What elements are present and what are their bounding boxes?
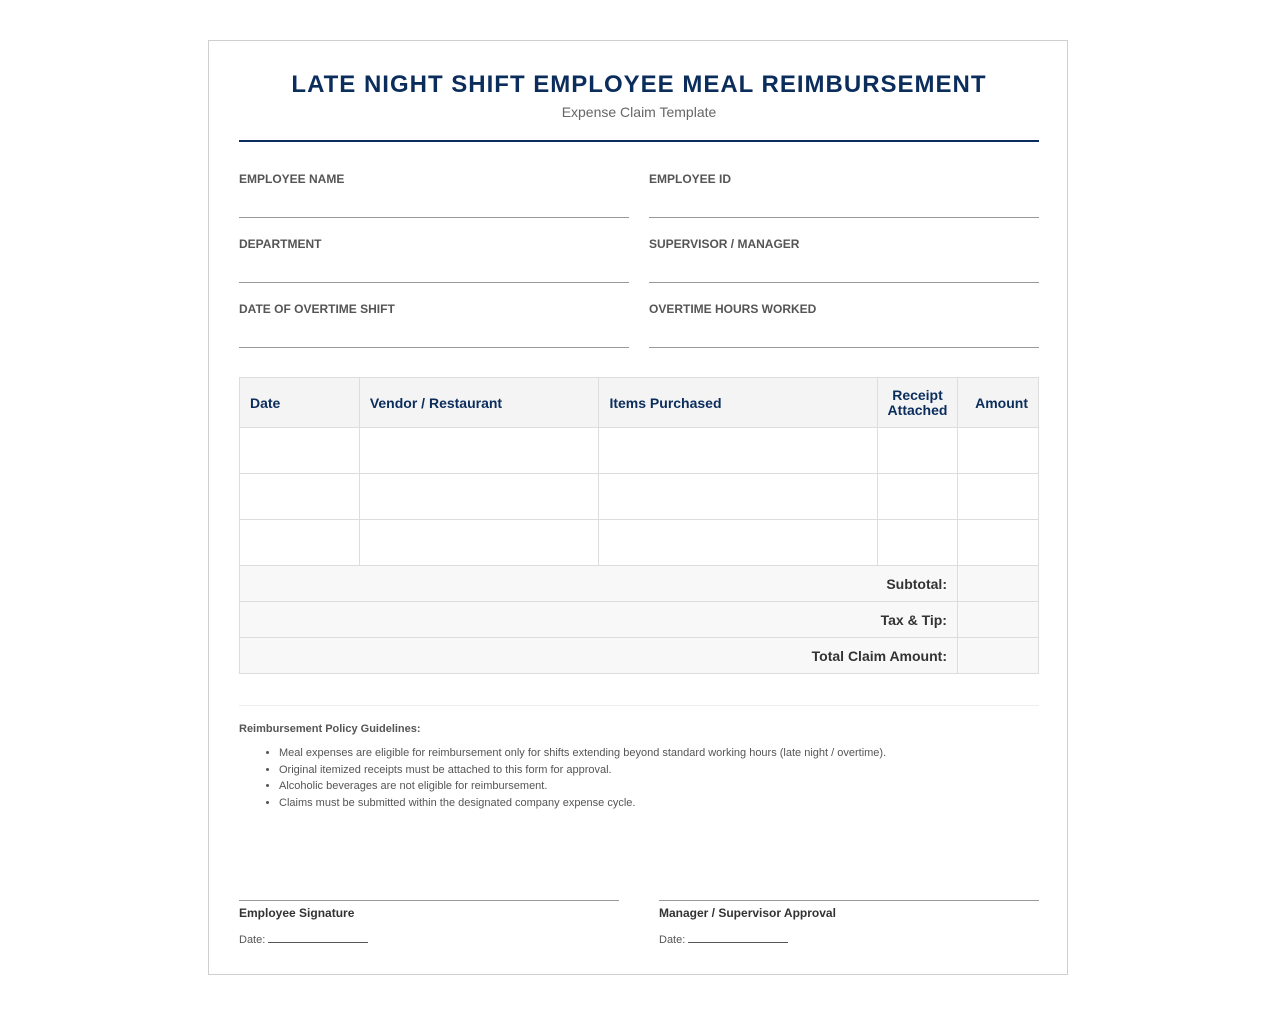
list-item: • Claims must be submitted within the designated company expense cycle. (279, 795, 886, 812)
employee-id-field[interactable] (649, 172, 1039, 218)
supervisor-field[interactable] (649, 237, 1039, 283)
subtotal-row (240, 566, 1039, 602)
policy-divider (239, 705, 1039, 706)
policy-title: Reimbursement Policy Guidelines: (239, 723, 421, 735)
form-subtitle: Expense Claim Template (561, 104, 717, 120)
policy-list (239, 745, 886, 811)
table-row (240, 474, 1039, 520)
header-date: Date (240, 378, 360, 428)
employee-signature-date (239, 933, 619, 946)
employee-signature-label: Employee Signature (239, 906, 355, 920)
field-label: DEPARTMENT (239, 237, 322, 251)
cell-amount[interactable] (957, 474, 1038, 520)
cell-items[interactable] (599, 474, 878, 520)
cell-vendor[interactable] (359, 520, 599, 566)
list-item: • Original itemized receipts must be attached to this form for approval. (279, 762, 886, 779)
cell-receipt[interactable] (878, 428, 958, 474)
overtime-date-field[interactable] (239, 302, 629, 348)
total-label: Total Claim Amount: (240, 638, 958, 674)
subtotal-value[interactable] (957, 566, 1038, 602)
cell-date[interactable] (240, 428, 360, 474)
cell-date[interactable] (240, 520, 360, 566)
total-value[interactable] (957, 638, 1038, 674)
manager-signature-line[interactable] (659, 900, 1039, 901)
date-blank[interactable] (688, 933, 788, 943)
header-vendor: Vendor / Restaurant (359, 378, 599, 428)
cell-items[interactable] (599, 428, 878, 474)
date-label: Date: (659, 934, 686, 946)
table-row (240, 428, 1039, 474)
header-divider (239, 140, 1039, 142)
date-blank[interactable] (268, 933, 368, 943)
manager-approval-date (659, 933, 1039, 946)
subtotal-label: Subtotal: (240, 566, 958, 602)
date-label: Date: (239, 934, 266, 946)
department-field[interactable] (239, 237, 629, 283)
field-label: DATE OF OVERTIME SHIFT (239, 302, 395, 316)
expense-table (239, 377, 1039, 674)
field-label: OVERTIME HOURS WORKED (649, 302, 817, 316)
header-items: Items Purchased (599, 378, 878, 428)
cell-amount[interactable] (957, 428, 1038, 474)
tax-tip-value[interactable] (957, 602, 1038, 638)
header-receipt (878, 378, 958, 428)
table-header-row (240, 378, 1039, 428)
manager-approval-label: Manager / Supervisor Approval (659, 906, 836, 920)
header-amount: Amount (957, 378, 1038, 428)
manager-approval-block (659, 900, 1039, 946)
list-item: • Meal expenses are eligible for reimbursement only for shifts extending beyond standard working hours (late night / overtime). (279, 745, 886, 762)
cell-receipt[interactable] (878, 474, 958, 520)
employee-signature-line[interactable] (239, 900, 619, 901)
cell-vendor[interactable] (359, 474, 599, 520)
total-row (240, 638, 1039, 674)
employee-signature-block (239, 900, 619, 946)
reimbursement-form (208, 40, 1068, 975)
table-row (240, 520, 1039, 566)
field-label: EMPLOYEE NAME (239, 172, 345, 186)
cell-receipt[interactable] (878, 520, 958, 566)
cell-items[interactable] (599, 520, 878, 566)
overtime-hours-field[interactable] (649, 302, 1039, 348)
cell-vendor[interactable] (359, 428, 599, 474)
form-title: LATE NIGHT SHIFT EMPLOYEE MEAL REIMBURSEMENT (291, 71, 987, 98)
field-label: EMPLOYEE ID (649, 172, 732, 186)
tax-tip-row (240, 602, 1039, 638)
cell-date[interactable] (240, 474, 360, 520)
cell-amount[interactable] (957, 520, 1038, 566)
field-label: SUPERVISOR / MANAGER (649, 237, 800, 251)
header-receipt-line2: Attached (887, 401, 948, 418)
header-receipt-line1: Receipt (892, 386, 943, 403)
tax-tip-label: Tax & Tip: (240, 602, 958, 638)
employee-name-field[interactable] (239, 172, 629, 218)
list-item: • Alcoholic beverages are not eligible for reimbursement. (279, 778, 886, 795)
